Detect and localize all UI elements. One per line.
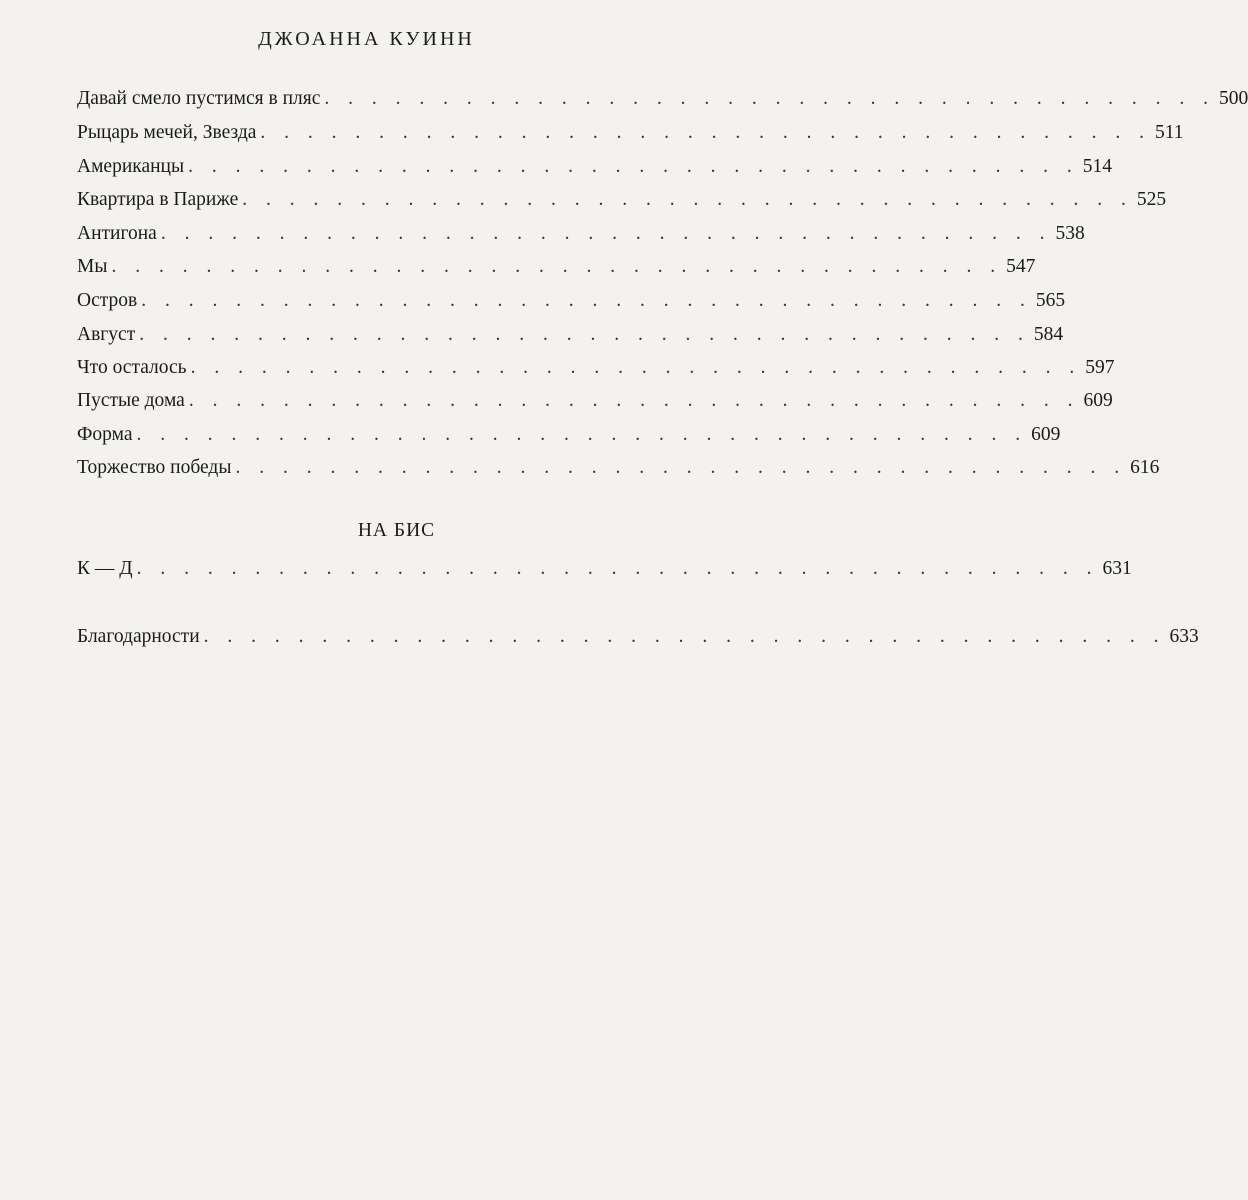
toc-entry-page: 633: [1169, 626, 1199, 647]
toc-entry-title: Американцы: [77, 156, 185, 177]
toc-entry[interactable]: [77, 418, 1061, 452]
toc-entry[interactable]: [77, 217, 1085, 251]
toc-entry-page: 538: [1055, 223, 1085, 244]
toc-entry-title: Торжество победы: [77, 457, 232, 478]
leader-dots: . . . . . . . . . . . . . . . . . . . . . . . . . . . . . . . . . . . . . .: [260, 122, 1152, 143]
section-heading-encore: НА БИС: [357, 520, 436, 541]
toc-entry[interactable]: [77, 284, 1066, 318]
toc-entry-title: Давай смело пустимся в пляс: [77, 88, 321, 109]
leader-dots: . . . . . . . . . . . . . . . . . . . . . . . . . . . . . . . . . . . . . .: [188, 156, 1079, 177]
leader-dots: . . . . . . . . . . . . . . . . . . . . . . . . . . . . . . . . . . . . . .: [141, 290, 1032, 311]
toc-entry-title: Мы: [77, 256, 108, 277]
toc-entry-page: 565: [1035, 290, 1066, 311]
toc-entry[interactable]: [77, 82, 1248, 116]
toc-entry[interactable]: [77, 150, 1112, 184]
toc-entry[interactable]: [77, 250, 1036, 284]
toc-entry-page: 525: [1136, 189, 1167, 210]
leader-dots: . . . . . . . . . . . . . . . . . . . . . . . . . . . . . . . . . . . . . . . . .: [203, 626, 1166, 647]
leader-dots: . . . . . . . . . . . . . . . . . . . . . . . . . . . . . . . . . . . . . .: [188, 390, 1080, 411]
leader-dots: . . . . . . . . . . . . . . . . . . . . . . . . . . . . . . . . . . . . . .: [160, 223, 1052, 244]
toc-entry[interactable]: [77, 116, 1184, 150]
toc-entry-page: 631: [1102, 558, 1132, 579]
toc-entry-title: Август: [77, 324, 136, 345]
toc-entry-title: Благодарности: [77, 626, 200, 647]
leader-dots: . . . . . . . . . . . . . . . . . . . . . . . . . . . . . . . . . . . . . .: [111, 256, 1003, 277]
toc-entry-page: 514: [1082, 156, 1112, 177]
toc-entry-page: 511: [1155, 122, 1184, 143]
toc-entry[interactable]: [77, 183, 1167, 217]
toc-entry[interactable]: [77, 451, 1160, 485]
toc-entry-page: 609: [1083, 390, 1113, 411]
leader-dots: . . . . . . . . . . . . . . . . . . . . . . . . . . . . . . . . . . . . . .: [242, 189, 1133, 210]
leader-dots: . . . . . . . . . . . . . . . . . . . . . . . . . . . . . . . . . . . . . .: [324, 88, 1216, 109]
toc-entry[interactable]: [77, 384, 1113, 418]
leader-dots: . . . . . . . . . . . . . . . . . . . . . . . . . . . . . . . . . . . . . .: [235, 457, 1127, 478]
toc-entry-title: Пустые дома: [77, 390, 185, 411]
toc-entry-title: Форма: [77, 424, 133, 445]
leader-dots: . . . . . . . . . . . . . . . . . . . . . . . . . . . . . . . . . . . . . .: [139, 324, 1030, 345]
running-header: ДЖОАННА КУИНН: [258, 28, 475, 50]
leader-dots: . . . . . . . . . . . . . . . . . . . . . . . . . . . . . . . . . . . . . .: [190, 357, 1082, 378]
toc-entry-title: К — Д: [77, 558, 133, 579]
toc-entry[interactable]: [77, 351, 1115, 385]
toc-entry-title: Рыцарь мечей, Звезда: [77, 122, 257, 143]
toc-entry-page: 547: [1006, 256, 1036, 277]
leader-dots: . . . . . . . . . . . . . . . . . . . . . . . . . . . . . . . . . . . . . . . . .: [136, 558, 1099, 579]
toc-entry-title: Остров: [77, 290, 138, 311]
toc-entry-title: Антигона: [77, 223, 157, 244]
leader-dots: . . . . . . . . . . . . . . . . . . . . . . . . . . . . . . . . . . . . . .: [136, 424, 1028, 445]
toc-entry[interactable]: [77, 318, 1064, 352]
toc-entry-page: 616: [1130, 457, 1160, 478]
toc-entry-page: 584: [1033, 324, 1064, 345]
toc-entry[interactable]: [77, 620, 1199, 654]
toc-entry-page: 500: [1219, 88, 1248, 109]
toc-entry-page: 597: [1085, 357, 1115, 378]
toc-entry[interactable]: [77, 552, 1132, 586]
toc-entry-title: Квартира в Париже: [77, 189, 239, 210]
toc-entry-title: Что осталось: [77, 357, 187, 378]
toc-entry-page: 609: [1031, 424, 1061, 445]
